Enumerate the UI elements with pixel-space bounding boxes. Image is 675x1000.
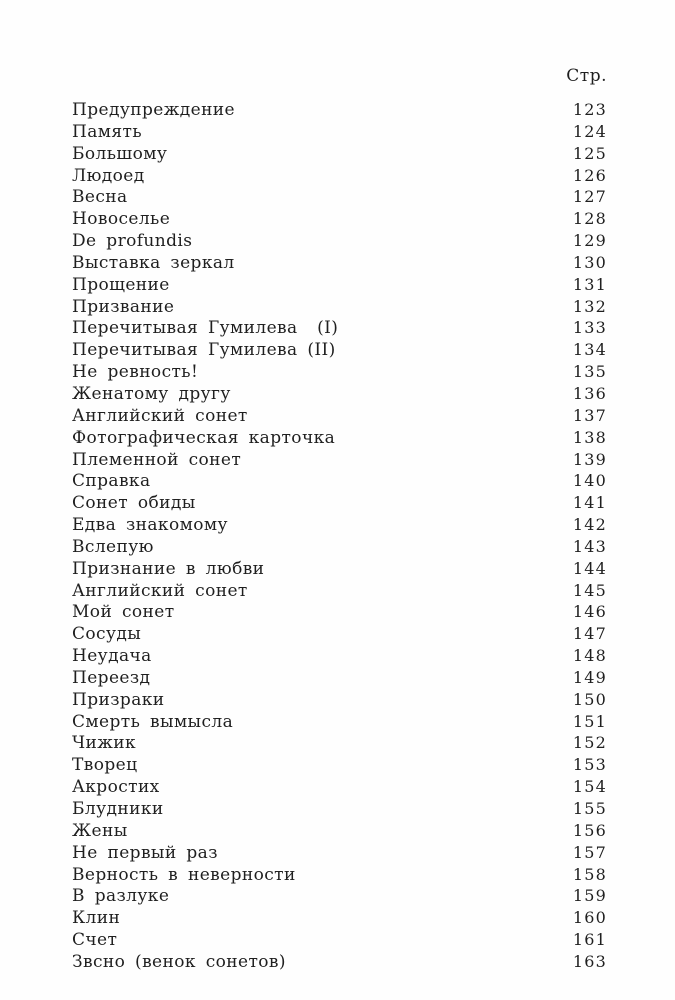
toc-row (72, 733, 607, 755)
toc-entry-page: 151 (572, 711, 607, 731)
toc-entry-page: 146 (572, 602, 607, 622)
toc-entry-page: 150 (572, 689, 607, 709)
toc-entry-page: 131 (572, 274, 607, 294)
toc-row (72, 799, 607, 821)
toc-entry-page: 145 (572, 580, 607, 600)
toc-entry-page: 154 (572, 777, 607, 797)
toc-row (72, 777, 607, 799)
toc-entry-title: Жены (72, 820, 128, 841)
toc-row (72, 122, 607, 144)
toc-entry-title: Смерть вымысла (72, 711, 234, 732)
toc-entry-title: Новоселье (72, 209, 171, 230)
toc-entry-page: 123 (572, 100, 607, 119)
toc-entry-page: 130 (572, 252, 607, 272)
toc-entry-page: 142 (572, 515, 607, 535)
toc-row (72, 384, 607, 406)
toc-row (72, 231, 607, 253)
toc-entry-page: 138 (572, 427, 607, 447)
toc-entry-title: Звсно (венок сонетов) (72, 951, 286, 972)
toc-entry-page: 139 (572, 449, 607, 469)
toc-entry-title: Верность в неверности (72, 864, 296, 885)
toc-row (72, 755, 607, 777)
toc-entry-title: Перечитывая Гумилева (I) (72, 318, 339, 339)
toc-entry-page: 126 (572, 165, 607, 185)
toc-entry-title: Признание в любви (72, 558, 265, 579)
toc-entry-page: 158 (572, 864, 607, 884)
toc-entry-page: 160 (572, 908, 607, 928)
toc-row (72, 690, 607, 712)
toc-entry-page: 153 (572, 755, 607, 775)
toc-entry-title: Фотографическая карточка (72, 427, 336, 448)
toc-row (72, 930, 607, 952)
toc-entry-page: 155 (572, 799, 607, 818)
toc-entry-page: 134 (572, 340, 607, 360)
toc-row (72, 493, 607, 515)
toc-row (72, 450, 607, 472)
toc-row (72, 253, 607, 275)
toc-entry-title: Прощение (72, 274, 170, 295)
toc-entry-title: Не ревность! (72, 362, 199, 383)
toc-entry-title: Призраки (72, 689, 165, 710)
toc-row (72, 297, 607, 319)
toc-entry-page: 148 (572, 646, 607, 666)
toc-row (72, 100, 607, 122)
toc-entry-title: Вслепую (72, 536, 154, 557)
toc-row (72, 318, 607, 340)
toc-row (72, 624, 607, 646)
toc-entry-page: 124 (572, 121, 607, 141)
toc-entry-title: Справка (72, 471, 151, 492)
toc-entry-page: 149 (572, 667, 607, 687)
toc-entry-page: 141 (572, 493, 607, 513)
toc-row (72, 908, 607, 930)
toc-row (72, 602, 607, 624)
toc-list (72, 100, 607, 974)
toc-row (72, 886, 607, 908)
toc-entry-page: 147 (572, 624, 607, 644)
toc-entry-title: Племенной сонет (72, 449, 242, 470)
toc-row (72, 712, 607, 734)
toc-entry-title: Сонет обиды (72, 493, 196, 514)
toc-row (72, 362, 607, 384)
toc-row (72, 275, 607, 297)
toc-row (72, 471, 607, 493)
toc-row (72, 187, 607, 209)
toc-entry-title: Клин (72, 908, 121, 929)
page-column-header (72, 66, 607, 86)
toc-row (72, 952, 607, 974)
toc-entry-page: 161 (572, 930, 607, 950)
toc-entry-title: Английский сонет (72, 405, 248, 426)
toc-entry-title: В разлуке (72, 886, 170, 907)
toc-entry-title: De profundis (72, 231, 193, 252)
toc-row (72, 515, 607, 537)
toc-entry-page: 135 (572, 362, 607, 382)
toc-entry-title: Женатому другу (72, 383, 231, 404)
toc-row (72, 166, 607, 188)
toc-row (72, 537, 607, 559)
toc-row (72, 581, 607, 603)
toc-entry-title: Мой сонет (72, 602, 175, 623)
toc-entry-title: Акростих (72, 777, 160, 798)
toc-row (72, 646, 607, 668)
toc-entry-page: 133 (572, 318, 607, 338)
toc-entry-title: Предупреждение (72, 100, 235, 120)
toc-entry-title: Не первый раз (72, 842, 218, 863)
toc-row (72, 209, 607, 231)
toc-entry-title: Перечитывая Гумилева (II) (72, 340, 336, 361)
toc-entry-page: 143 (572, 536, 607, 556)
toc-row (72, 428, 607, 450)
toc-entry-page: 144 (572, 558, 607, 578)
toc-row (72, 821, 607, 843)
toc-row (72, 559, 607, 581)
toc-row (72, 843, 607, 865)
toc-row (72, 865, 607, 887)
toc-entry-title: Сосуды (72, 624, 142, 645)
toc-entry-title: Творец (72, 755, 138, 776)
toc-entry-page: 157 (572, 842, 607, 862)
toc-entry-page: 163 (572, 951, 607, 971)
toc-entry-page: 156 (572, 820, 607, 840)
toc-entry-title: Блудники (72, 799, 164, 819)
toc-entry-page: 159 (572, 886, 607, 906)
toc-entry-title: Людоед (72, 165, 145, 186)
toc-entry-page: 137 (572, 405, 607, 425)
toc-entry-page: 132 (572, 296, 607, 316)
toc-entry-title: Весна (72, 187, 128, 208)
toc-entry-page: 127 (572, 187, 607, 207)
toc-entry-page: 128 (572, 209, 607, 229)
toc-entry-page: 125 (572, 143, 607, 163)
toc-entry-title: Счет (72, 930, 118, 951)
page-column-header-label: Стр. (566, 66, 607, 86)
toc-entry-page: 140 (572, 471, 607, 491)
toc-entry-title: Переезд (72, 667, 151, 688)
toc-row (72, 406, 607, 428)
toc-entry-page: 129 (572, 231, 607, 251)
toc-entry-title: Неудача (72, 646, 152, 667)
toc-row (72, 144, 607, 166)
toc-row (72, 668, 607, 690)
toc-entry-page: 136 (572, 383, 607, 403)
toc-entry-title: Едва знакомому (72, 515, 228, 536)
toc-entry-title: Английский сонет (72, 580, 248, 601)
toc-entry-page: 152 (572, 733, 607, 753)
toc-entry-title: Большому (72, 143, 168, 164)
toc-entry-title: Память (72, 121, 142, 142)
toc-entry-title: Чижик (72, 733, 137, 754)
toc-entry-title: Призвание (72, 296, 175, 317)
toc-row (72, 340, 607, 362)
toc-entry-title: Выставка зеркал (72, 252, 235, 273)
